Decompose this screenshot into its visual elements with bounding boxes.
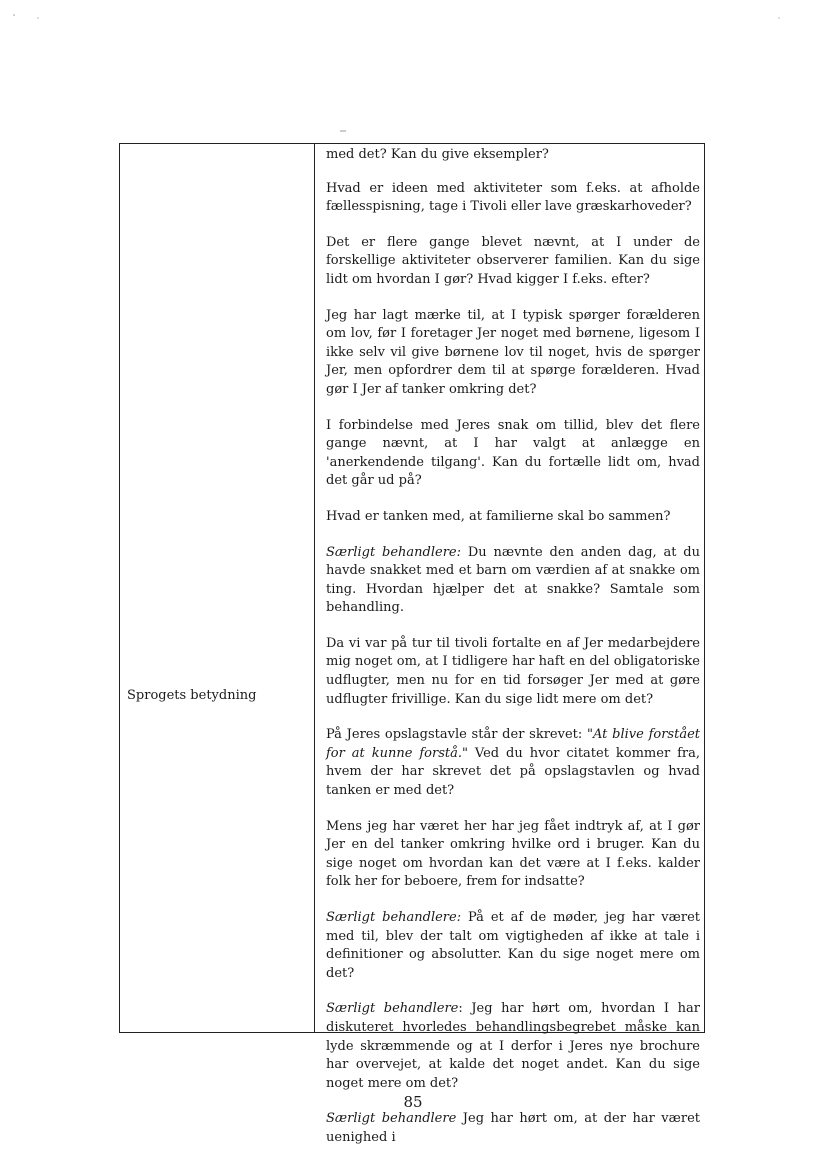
page-number: 85 bbox=[403, 1093, 423, 1111]
lead-in: Særligt behandlere bbox=[326, 1111, 457, 1127]
lead-in: Særligt behandlere: bbox=[326, 910, 462, 925]
question-paragraph: På Jeres opslagstavle står der skrevet: "At blive forstået for at kunne forstå." Ved du hvor citatet kommer fra, hvem der har skrevet det på opslagstavlen og hvad tanken er med det? bbox=[326, 727, 701, 799]
question-paragraph: Mens jeg har været her har jeg fået indtryk af, at I gør Jer en del tanker omkring hvilke ord i bruger. Kan du sige noget om hvordan kan det være at I f.eks. kalder folk her for beboere, frem for indsatte? bbox=[326, 818, 700, 890]
question-paragraph: med det? Kan du give eksempler? bbox=[326, 147, 549, 162]
question-paragraph: Hvad er ideen med aktiviteter som f.eks. at afholde fællesspisning, tage i Tivoli eller lave græskarhoveder? bbox=[326, 180, 700, 215]
column-divider bbox=[314, 144, 315, 1032]
lead-in: Særligt behandlere bbox=[326, 1001, 459, 1017]
question-paragraph: Særligt behandlere Jeg har hørt om, at der har været uenighed i bbox=[326, 1111, 700, 1145]
quote-text: At blive forstået for at kunne forstå. bbox=[326, 727, 700, 761]
question-paragraph: Da vi var på tur til tivoli fortalte en af Jer medarbejdere mig noget om, at I tidligere har haft en del obligatoriske udflugter, men nu for en tid forsøger Jer med at gøre udflugter frivillige. Kan du sige lidt mere om det? bbox=[326, 635, 700, 707]
question-paragraph: Hvad er tanken med, at familierne skal bo sammen? bbox=[326, 508, 671, 524]
lead-in: Særligt behandlere: bbox=[326, 544, 462, 560]
question-paragraph: Særligt behandlere: Du nævnte den anden dag, at du havde snakket med et barn om værdien af at snakke om ting. Hvordan hjælper det at snakke? Samtale som behandling. bbox=[326, 544, 700, 616]
question-paragraph: Særligt behandlere: På et af de møder, jeg har været med til, blev der talt om vigtigheden af ikke at tale i definitioner og absolutter. Kan du sige noget mere om det? bbox=[326, 910, 700, 981]
question-paragraph: Særligt behandlere: Jeg har hørt om, hvordan I har diskuteret hvorledes behandlingsbegrebet måske kan lyde skræmmende og at I derfor i Jeres nye brochure har overvejet, at kalde det noget andet. Kan du sige noget mere om det? bbox=[326, 1001, 700, 1091]
theme-label: Sprogets betydning bbox=[127, 688, 257, 703]
question-paragraph: Jeg har lagt mærke til, at I typisk spørger forælderen om lov, før I foretager Jer noget med børnene, ligesom I ikke selv vil give børnene lov til noget, hvis de spørger Jer, men opfordrer dem til at spørge forælderen. Hvad gør I Jer af tanker omkring det? bbox=[326, 307, 700, 397]
question-paragraph: I forbindelse med Jeres snak om tillid, blev det flere gange nævnt, at I har valgt at anlægge en 'anerkendende tilgang'. Kan du fortælle lidt om, hvad det går ud på? bbox=[326, 417, 700, 489]
questions-column bbox=[326, 146, 700, 1165]
question-paragraph: Det er flere gange blevet nævnt, at I under de forskellige aktiviteter observerer familien. Kan du sige lidt om hvordan I gør? Hvad kigger I f.eks. efter? bbox=[326, 234, 700, 287]
